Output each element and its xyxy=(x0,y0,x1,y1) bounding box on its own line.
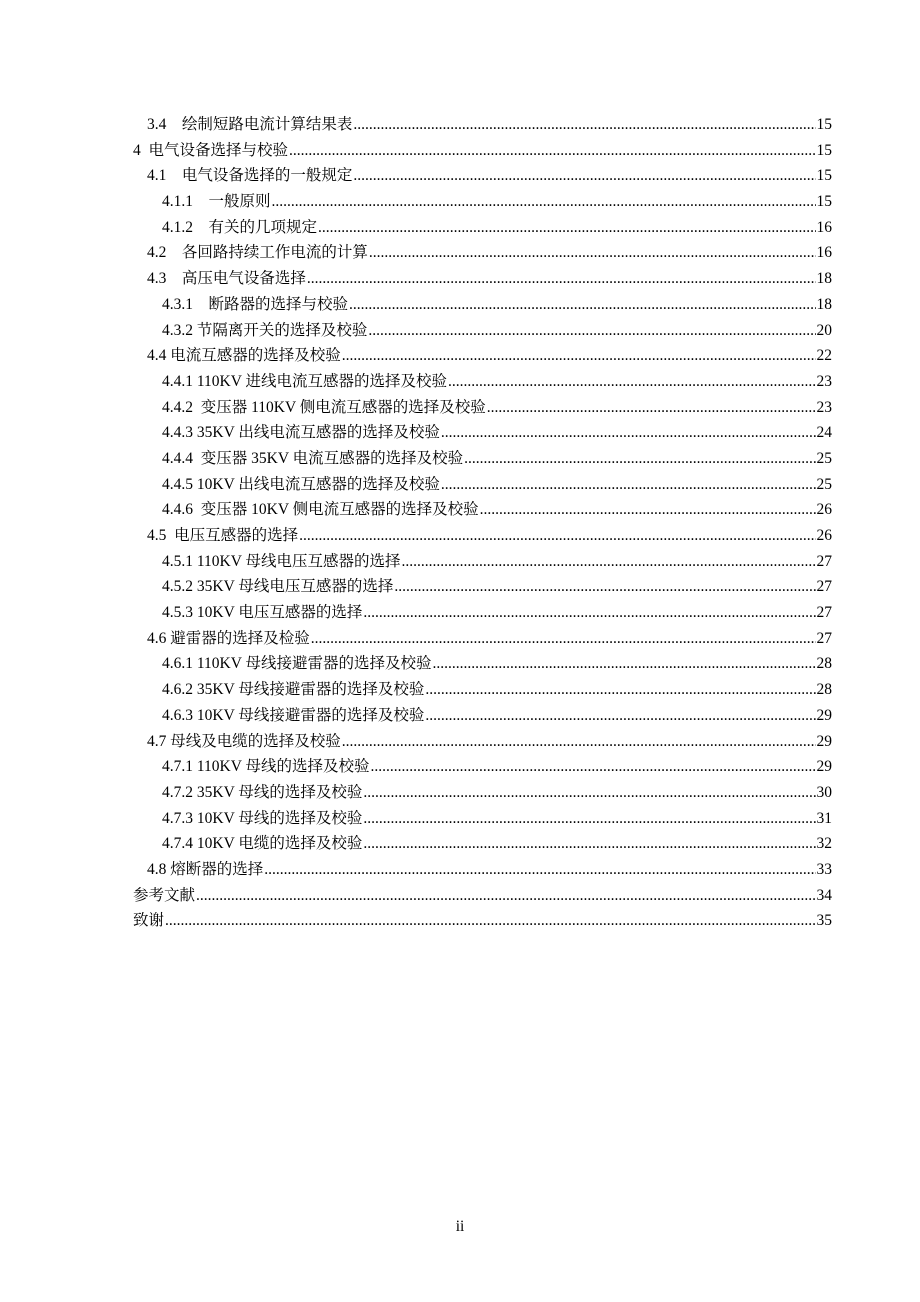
toc-entry-title: 10KV 母线的选择及校验 xyxy=(196,809,363,827)
toc-entry[interactable] xyxy=(0,857,920,883)
toc-entry-title: 10KV 出线电流互感器的选择及校验 xyxy=(196,475,440,493)
dot-leader xyxy=(264,857,815,883)
dot-leader xyxy=(480,497,816,523)
toc-entry-gap xyxy=(193,189,209,215)
toc-entry-title: 一般原则 xyxy=(208,193,271,211)
dot-leader xyxy=(441,420,816,446)
dot-leader xyxy=(441,472,816,498)
toc-entry[interactable] xyxy=(0,703,920,729)
toc-entry-page: 34 xyxy=(816,886,832,904)
toc-entry-title: 10KV 电压互感器的选择 xyxy=(196,604,363,622)
dot-leader xyxy=(311,626,816,652)
toc-entry[interactable] xyxy=(0,163,920,189)
toc-entry-page: 27 xyxy=(816,552,832,570)
dot-leader xyxy=(487,395,816,421)
toc-entry-title: 电流互感器的选择及校验 xyxy=(170,347,341,365)
toc-entry-page: 16 xyxy=(816,218,832,236)
toc-entry-gap xyxy=(166,112,182,138)
toc-entry-number: 4.6.2 xyxy=(162,681,193,699)
toc-entry-gap xyxy=(166,523,174,549)
toc-entry-page: 29 xyxy=(816,732,832,750)
toc-entry-title: 各回路持续工作电流的计算 xyxy=(181,244,368,262)
dot-leader xyxy=(448,369,815,395)
dot-leader xyxy=(369,240,816,266)
toc-entry-title: 节隔离开关的选择及校验 xyxy=(196,321,368,339)
toc-entry[interactable] xyxy=(0,240,920,266)
toc-entry[interactable] xyxy=(0,189,920,215)
toc-entry-page: 28 xyxy=(816,655,832,673)
toc-entry[interactable] xyxy=(0,523,920,549)
dot-leader xyxy=(425,677,815,703)
toc-entry[interactable] xyxy=(0,754,920,780)
toc-entry-number: 4.4.5 xyxy=(162,475,193,493)
toc-entry-number: 4.7.4 xyxy=(162,835,193,853)
dot-leader xyxy=(165,908,815,934)
toc-entry-number: 4.7.3 xyxy=(162,809,193,827)
dot-leader xyxy=(353,112,815,138)
toc-entry-title: 35KV 出线电流互感器的选择及校验 xyxy=(196,424,440,442)
toc-entry[interactable] xyxy=(0,112,920,138)
toc-entry-title: 变压器 110KV 侧电流互感器的选择及校验 xyxy=(200,398,486,416)
toc-entry-number: 4.5.1 xyxy=(162,552,193,570)
dot-leader xyxy=(342,343,816,369)
toc-entry-gap xyxy=(193,292,209,318)
toc-entry[interactable] xyxy=(0,600,920,626)
toc-entry-page: 28 xyxy=(816,681,832,699)
toc-entry[interactable] xyxy=(0,626,920,652)
toc-entry-number: 4.6.3 xyxy=(162,706,193,724)
table-of-contents xyxy=(0,112,920,934)
toc-entry[interactable] xyxy=(0,831,920,857)
toc-entry-title: 致谢 xyxy=(133,912,165,930)
dot-leader xyxy=(363,600,815,626)
toc-entry-number: 4.3 xyxy=(147,270,167,288)
toc-entry-number: 4.4.2 xyxy=(162,398,193,416)
toc-entry[interactable] xyxy=(0,446,920,472)
dot-leader xyxy=(349,292,815,318)
toc-entry-gap xyxy=(166,240,182,266)
toc-entry-title: 参考文献 xyxy=(133,886,196,904)
dot-leader xyxy=(425,703,815,729)
toc-entry[interactable] xyxy=(0,138,920,164)
toc-entry-page: 30 xyxy=(816,783,832,801)
toc-entry-page: 26 xyxy=(816,501,832,519)
toc-entry[interactable] xyxy=(0,318,920,344)
toc-entry-title: 110KV 母线的选择及校验 xyxy=(196,758,370,776)
toc-entry-number: 4.7.1 xyxy=(162,758,193,776)
toc-entry-number: 4.4.6 xyxy=(162,501,193,519)
toc-entry-title: 高压电气设备选择 xyxy=(181,270,306,288)
toc-entry-number: 3.4 xyxy=(147,116,167,133)
toc-entry[interactable] xyxy=(0,651,920,677)
dot-leader xyxy=(433,651,816,677)
toc-entry[interactable] xyxy=(0,215,920,241)
dot-leader xyxy=(353,163,815,189)
dot-leader xyxy=(272,189,816,215)
toc-entry-number: 4.5 xyxy=(147,527,167,544)
toc-entry-gap xyxy=(141,138,149,164)
toc-entry[interactable] xyxy=(0,343,920,369)
toc-entry-title: 有关的几项规定 xyxy=(208,218,318,236)
toc-entry-page: 16 xyxy=(816,244,832,262)
toc-entry-title: 电气设备选择的一般规定 xyxy=(181,167,353,185)
toc-entry[interactable] xyxy=(0,266,920,292)
toc-entry-title: 绘制短路电流计算结果表 xyxy=(181,116,353,133)
toc-entry-title: 熔断器的选择 xyxy=(170,860,264,878)
toc-entry-page: 27 xyxy=(816,604,832,622)
dot-leader xyxy=(402,549,816,575)
toc-entry-page: 35 xyxy=(816,912,832,930)
toc-entry[interactable] xyxy=(0,472,920,498)
toc-entry[interactable] xyxy=(0,908,920,934)
dot-leader xyxy=(363,831,815,857)
toc-entry-number: 4.1.2 xyxy=(162,218,193,236)
toc-entry-number: 4.7 xyxy=(147,732,167,750)
toc-entry-number: 4.6.1 xyxy=(162,655,193,673)
toc-entry-number: 4.3.2 xyxy=(162,321,193,339)
toc-entry-number: 4.4.3 xyxy=(162,424,193,442)
toc-entry-page: 29 xyxy=(816,758,832,776)
dot-leader xyxy=(363,780,815,806)
toc-entry-gap xyxy=(193,497,201,523)
toc-entry-title: 电压互感器的选择 xyxy=(174,527,299,544)
toc-entry-page: 27 xyxy=(816,629,832,647)
toc-entry-page: 20 xyxy=(816,321,832,339)
toc-entry-title: 避雷器的选择及检验 xyxy=(170,629,310,647)
dot-leader xyxy=(289,138,815,164)
toc-entry[interactable] xyxy=(0,549,920,575)
toc-entry-page: 22 xyxy=(816,347,832,365)
dot-leader xyxy=(464,446,815,472)
toc-entry-page: 33 xyxy=(816,860,832,878)
dot-leader xyxy=(299,523,815,549)
toc-entry-number: 4.4 xyxy=(147,347,167,365)
dot-leader xyxy=(318,215,815,241)
toc-entry-title: 断路器的选择与校验 xyxy=(208,295,349,313)
toc-entry-page: 27 xyxy=(816,578,832,596)
toc-entry[interactable] xyxy=(0,369,920,395)
toc-entry-number: 4.1.1 xyxy=(162,193,193,211)
toc-entry-page: 31 xyxy=(816,809,832,827)
toc-entry-page: 18 xyxy=(816,295,832,313)
toc-entry-page: 26 xyxy=(816,527,832,544)
toc-entry-title: 35KV 母线接避雷器的选择及校验 xyxy=(196,681,425,699)
toc-entry-page: 23 xyxy=(816,372,832,390)
dot-leader xyxy=(196,883,815,909)
toc-entry-title: 110KV 母线接避雷器的选择及校验 xyxy=(196,655,432,673)
toc-entry-title: 35KV 母线电压互感器的选择 xyxy=(196,578,394,596)
toc-entry-gap xyxy=(193,215,209,241)
toc-entry-title: 35KV 母线的选择及校验 xyxy=(196,783,363,801)
toc-entry[interactable] xyxy=(0,420,920,446)
dot-leader xyxy=(371,754,816,780)
dot-leader xyxy=(307,266,816,292)
toc-entry[interactable] xyxy=(0,292,920,318)
toc-entry-title: 母线及电缆的选择及校验 xyxy=(170,732,341,750)
toc-entry-number: 4.3.1 xyxy=(162,295,193,313)
toc-entry-page: 23 xyxy=(816,398,832,416)
toc-entry-number: 4 xyxy=(133,141,141,159)
toc-entry-number: 4.5.2 xyxy=(162,578,193,596)
toc-entry[interactable] xyxy=(0,780,920,806)
toc-entry-page: 29 xyxy=(816,706,832,724)
toc-entry[interactable] xyxy=(0,729,920,755)
toc-entry-number: 4.1 xyxy=(147,167,167,185)
toc-entry[interactable] xyxy=(0,677,920,703)
toc-entry-page: 15 xyxy=(816,167,832,185)
toc-entry-number: 4.5.3 xyxy=(162,604,193,622)
toc-entry-title: 110KV 母线电压互感器的选择 xyxy=(196,552,401,570)
toc-entry[interactable] xyxy=(0,574,920,600)
toc-entry-number: 4.8 xyxy=(147,860,167,878)
page-number: ii xyxy=(455,1218,465,1235)
toc-entry-page: 15 xyxy=(816,193,832,211)
dot-leader xyxy=(394,574,815,600)
toc-entry-title: 变压器 35KV 电流互感器的选择及校验 xyxy=(200,449,464,467)
toc-entry-page: 15 xyxy=(816,116,832,133)
toc-entry-number: 4.6 xyxy=(147,629,167,647)
toc-entry-number: 4.2 xyxy=(147,244,167,262)
toc-entry-title: 电气设备选择与校验 xyxy=(148,141,289,159)
toc-entry-page: 15 xyxy=(816,141,832,159)
toc-entry-gap xyxy=(193,446,201,472)
toc-entry-page: 25 xyxy=(816,449,832,467)
toc-entry-page: 25 xyxy=(816,475,832,493)
toc-entry-title: 10KV 电缆的选择及校验 xyxy=(196,835,363,853)
dot-leader xyxy=(368,318,815,344)
toc-entry-gap xyxy=(166,266,182,292)
toc-entry[interactable] xyxy=(0,883,920,909)
toc-entry-gap xyxy=(193,395,201,421)
toc-entry-title: 10KV 母线接避雷器的选择及校验 xyxy=(196,706,425,724)
toc-entry-page: 24 xyxy=(816,424,832,442)
toc-entry-number: 4.4.1 xyxy=(162,372,193,390)
toc-entry-page: 32 xyxy=(816,835,832,853)
toc-entry-gap xyxy=(166,163,182,189)
toc-entry[interactable] xyxy=(0,806,920,832)
toc-entry-number: 4.4.4 xyxy=(162,449,193,467)
toc-entry[interactable] xyxy=(0,497,920,523)
toc-entry[interactable] xyxy=(0,395,920,421)
toc-entry-number: 4.7.2 xyxy=(162,783,193,801)
dot-leader xyxy=(363,806,815,832)
toc-entry-title: 110KV 进线电流互感器的选择及校验 xyxy=(196,372,448,390)
toc-entry-page: 18 xyxy=(816,270,832,288)
toc-entry-title: 变压器 10KV 侧电流互感器的选择及校验 xyxy=(200,501,479,519)
dot-leader xyxy=(342,729,816,755)
